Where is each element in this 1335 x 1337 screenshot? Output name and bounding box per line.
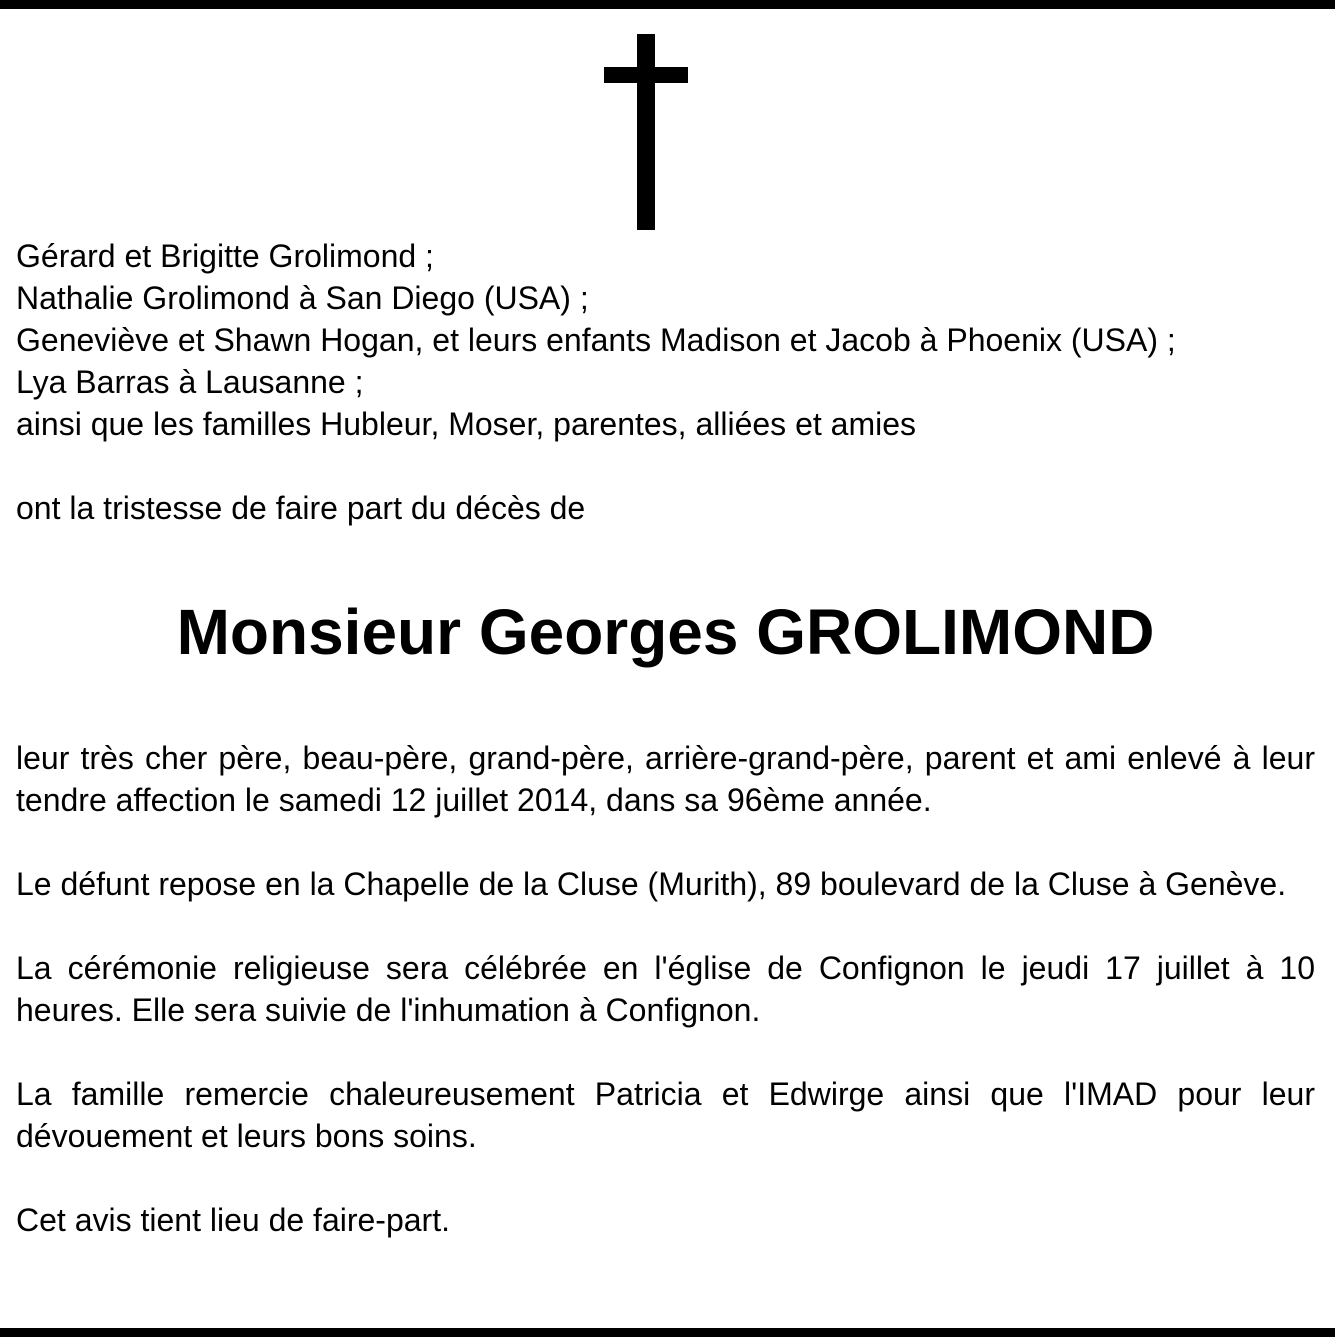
family-line: ainsi que les familles Hubleur, Moser, parentes, alliées et amies xyxy=(16,406,916,442)
family-line: Nathalie Grolimond à San Diego (USA) ; xyxy=(16,280,589,316)
bottom-border-rule xyxy=(0,1328,1335,1337)
announcement-intro: ont la tristesse de faire part du décès de xyxy=(16,490,586,526)
paragraph-ceremony: La cérémonie religieuse sera célébrée en l'église de Confignon le jeudi 17 juillet à 10 heures. Elle sera suivie de l'inhumation à Confignon. xyxy=(16,950,1315,1028)
paragraph-repose: Le défunt repose en la Chapelle de la Cluse (Murith), 89 boulevard de la Cluse à Genève. xyxy=(16,866,1287,902)
paragraph-thanks: La famille remercie chaleureusement Patricia et Edwirge ainsi que l'IMAD pour leur dévouement et leurs bons soins. xyxy=(16,1076,1315,1154)
paragraph-tribute: leur très cher père, beau-père, grand-père, arrière-grand-père, parent et ami enlevé à leur tendre affection le samedi 12 juillet 2014, dans sa 96ème année. xyxy=(16,740,1315,818)
top-border-rule xyxy=(0,0,1335,9)
family-line: Geneviève et Shawn Hogan, et leurs enfants Madison et Jacob à Phoenix (USA) ; xyxy=(16,322,1176,358)
cross-icon xyxy=(604,34,688,230)
deceased-name: Monsieur Georges GROLIMOND xyxy=(176,596,1155,668)
family-line: Lya Barras à Lausanne ; xyxy=(16,364,364,400)
family-line: Gérard et Brigitte Grolimond ; xyxy=(16,238,434,274)
family-list xyxy=(16,235,1315,445)
obituary-body xyxy=(16,235,1315,1241)
paragraph-closing: Cet avis tient lieu de faire-part. xyxy=(16,1202,450,1238)
